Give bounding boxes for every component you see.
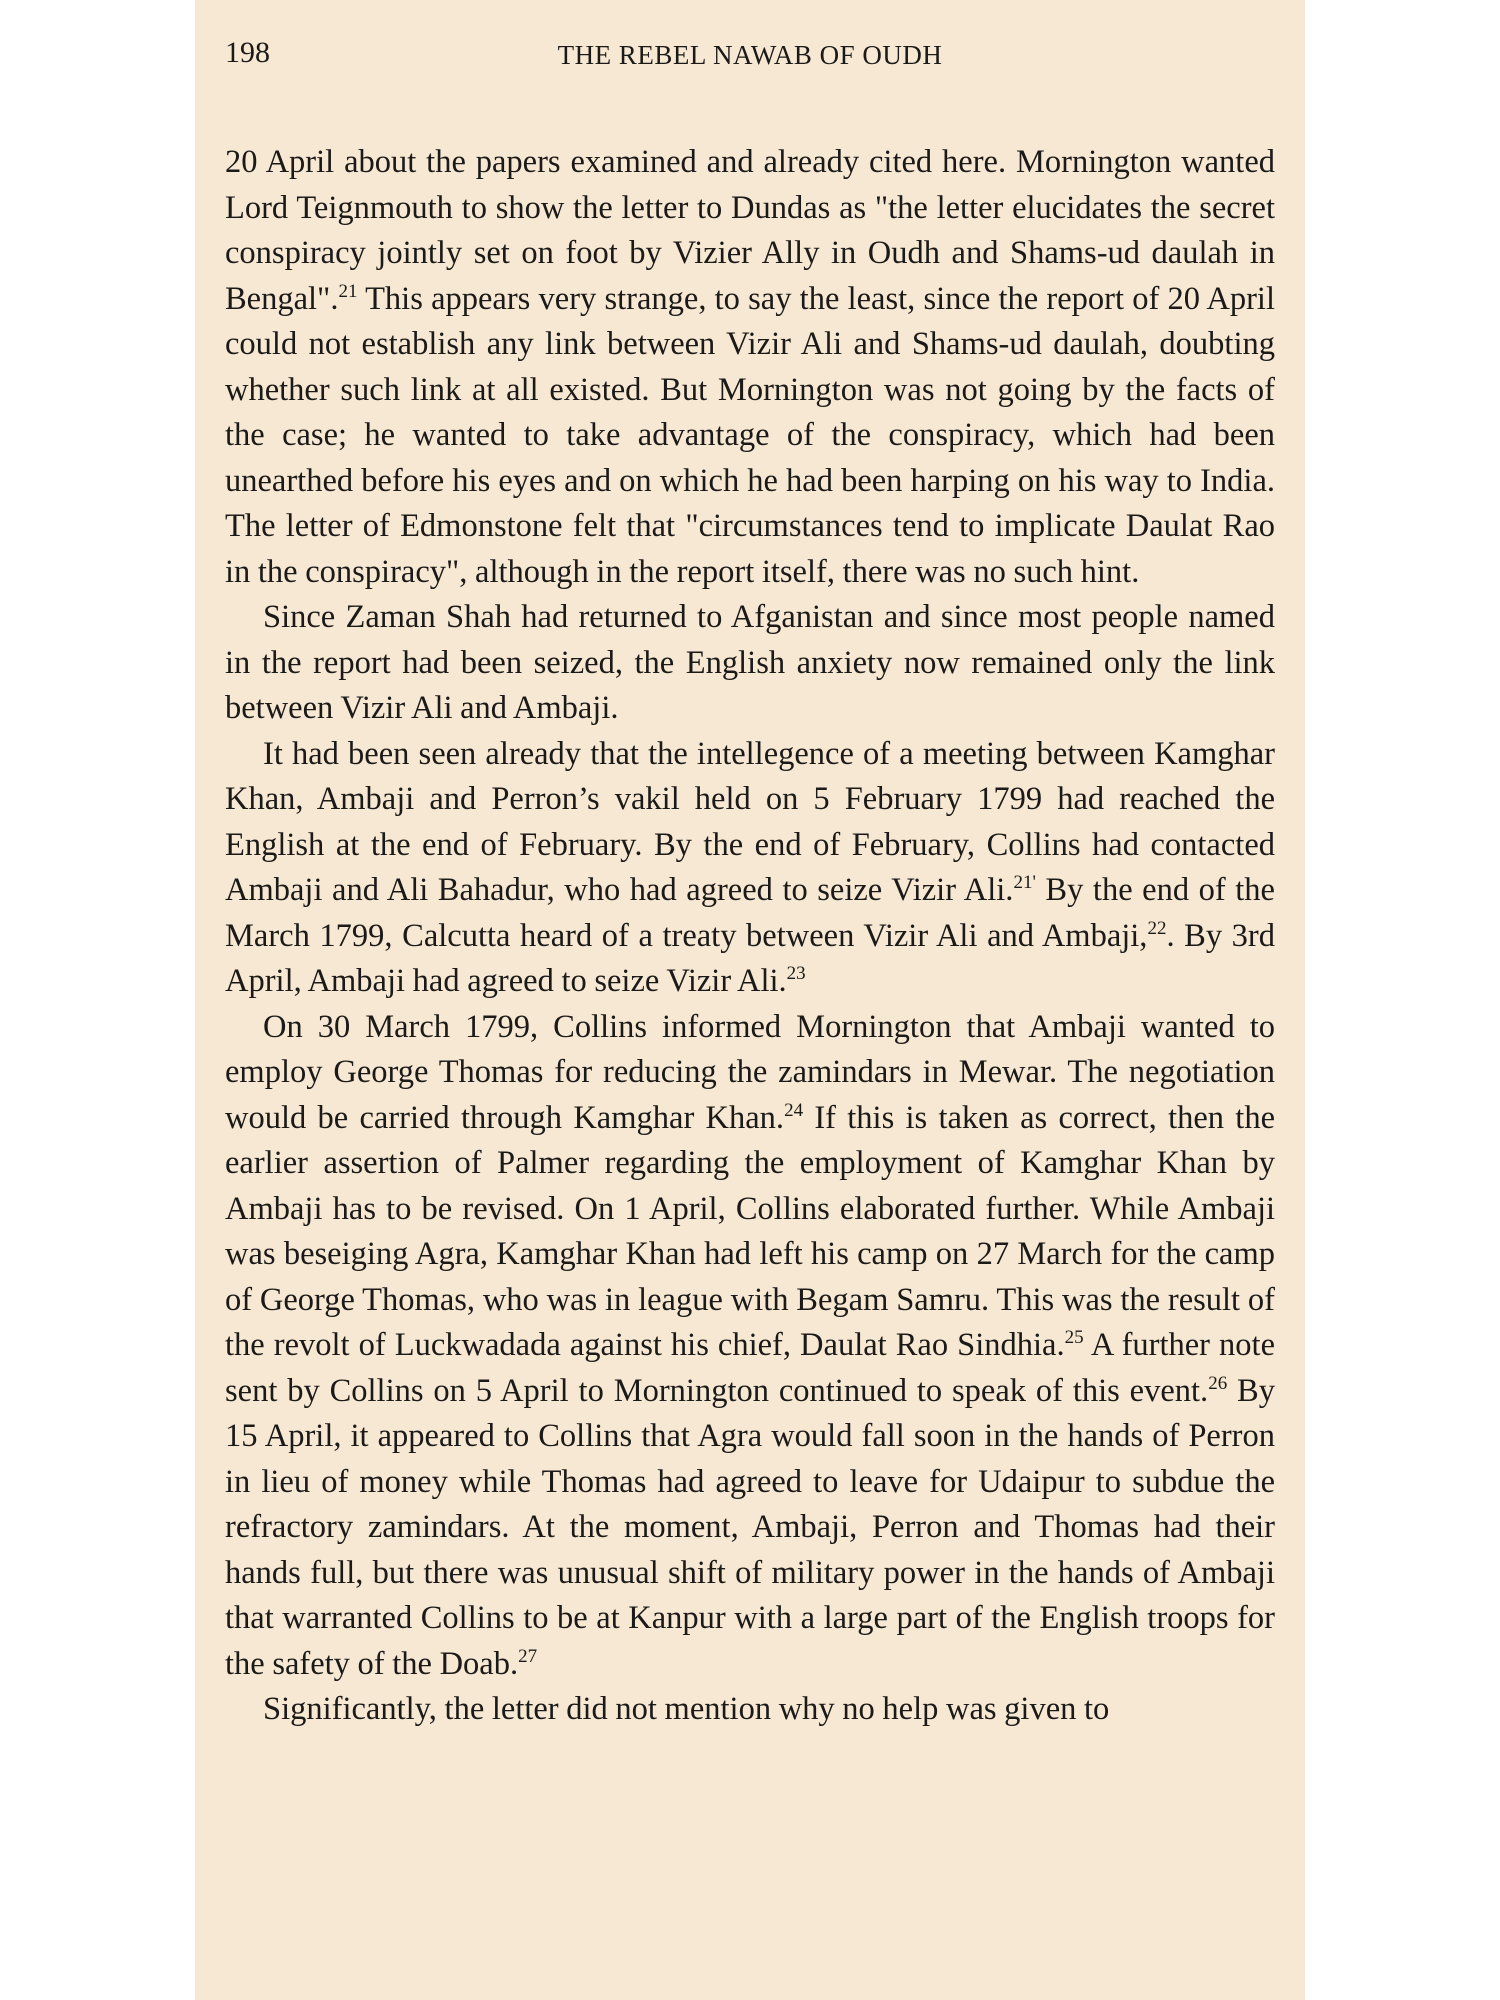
- footnote-ref: 26: [1208, 1372, 1228, 1394]
- book-page: [195, 0, 1305, 2000]
- paragraph: [225, 1687, 1275, 1733]
- page-number: 198: [225, 36, 270, 69]
- text-run: A further note sent by Collins on 5 April to Mornington continued to speak of this event.: [225, 1327, 1275, 1409]
- footnote-ref: 23: [786, 963, 806, 985]
- paragraph: [225, 732, 1275, 1005]
- footnote-ref: 27: [518, 1645, 538, 1667]
- footnote-ref: 24: [784, 1099, 804, 1121]
- running-head: [225, 28, 1275, 88]
- footnote-ref: 21: [338, 280, 358, 302]
- paragraph: [225, 1005, 1275, 1688]
- text-run: This appears very strange, to say the least, since the report of 20 April could not establish any link between Vizir Ali and Shams-ud daulah, doubting whether such link at all existed. But Mornington was not going by the facts of the case; he wanted to take advantage of the conspiracy, which had been unearthed before his eyes and on which he had been harping on his way to India. The letter of Edmonstone felt that "circumstances tend to implicate Daulat Rao in the conspiracy", although in the report itself, there was no such hint.: [225, 280, 1275, 590]
- running-title: THE REBEL NAWAB OF OUDH: [557, 40, 943, 70]
- footnote-ref: 25: [1064, 1327, 1084, 1349]
- text-run: If this is taken as correct, then the earlier assertion of Palmer regarding the employment of Kamghar Khan by Ambaji has to be revised. On 1 April, Collins elaborated further. While Ambaji was beseiging Agra, Kamghar Khan had left his camp on 27 March for the camp of George Thomas, who was in league with Begam Samru. This was the result of the revolt of Luckwadada against his chief, Daulat Rao Sindhia.: [225, 1099, 1275, 1363]
- paragraph: [225, 140, 1275, 595]
- text-run: On 30 March 1799, Collins informed Mornington that Ambaji wanted to employ George Thomas for reducing the zamindars in Mewar. The negotiation would be carried through Kamghar Khan.: [225, 1008, 1275, 1136]
- text-run: Since Zaman Shah had returned to Afganistan and since most people named in the report had been seized, the English anxiety now remained only the link between Vizir Ali and Ambaji.: [225, 599, 1275, 726]
- text-run: It had been seen already that the intellegence of a meeting between Kamghar Khan, Ambaji and Perron’s vakil held on 5 February 1799 had reached the English at the end of February. By the end of February, Collins had contacted Ambaji and Ali Bahadur, who had agreed to seize Vizir Ali.: [225, 735, 1275, 908]
- text-run: By 15 April, it appeared to Collins that Agra would fall soon in the hands of Perron in lieu of money while Thomas had agreed to leave for Udaipur to subdue the refractory zamindars. At the moment, Ambaji, Perron and Thomas had their hands full, but there was unusual shift of military power in the hands of Ambaji that warranted Collins to be at Kanpur with a large part of the English troops for the safety of the Doab.: [225, 1372, 1275, 1682]
- text-run: By the end of the March 1799, Calcutta heard of a treaty between Vizir Ali and Ambaji,: [225, 872, 1275, 954]
- text-run: Significantly, the letter did not mention why no help was given to: [263, 1691, 1110, 1727]
- text-run: 20 April about the papers examined and already cited here. Mornington wanted Lord Teignmouth to show the letter to Dundas as "the letter elucidates the secret conspiracy jointly set on foot by Vizier Ally in Oudh and Shams-ud daulah in Bengal".: [225, 144, 1275, 317]
- footnote-ref: 22: [1147, 917, 1167, 939]
- body-text: [225, 140, 1275, 1733]
- text-run: . By 3rd April, Ambaji had agreed to seize Vizir Ali.: [225, 917, 1276, 999]
- paragraph: [225, 595, 1275, 732]
- footnote-ref: 21': [1013, 872, 1036, 894]
